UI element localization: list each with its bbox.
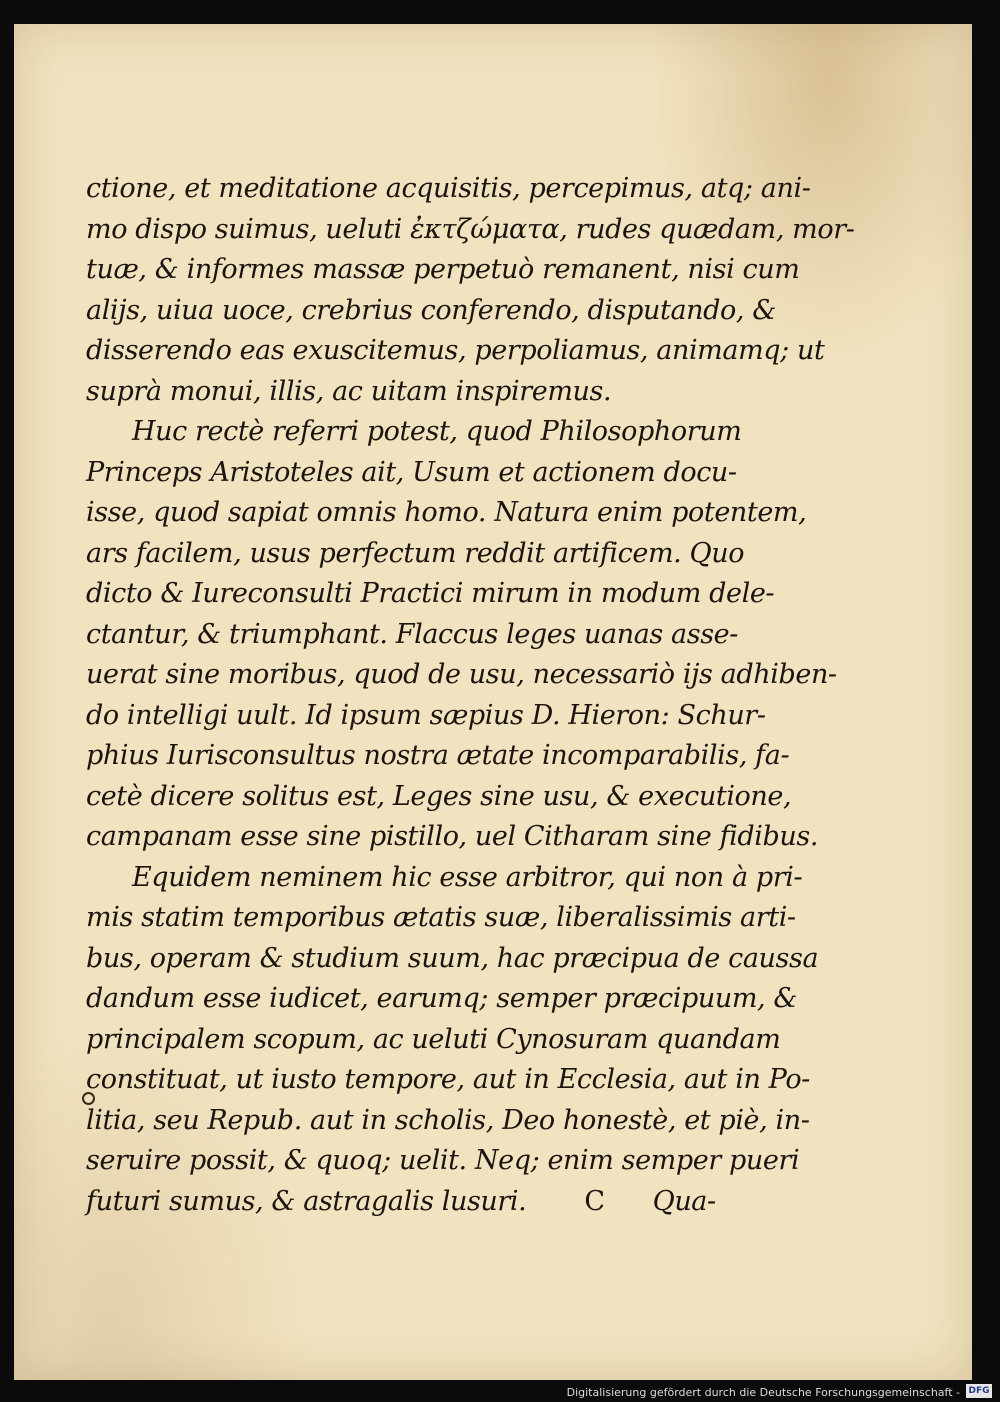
text-line: dicto & Iureconsulti Practici mirum in modum dele- xyxy=(86,578,775,609)
text-line: ctantur, & triumphant. Flaccus leges uanas asse- xyxy=(86,618,738,650)
text-line: mo dispo suimus, ueluti ἐκτζώματα, rudes quædam, mor- xyxy=(86,213,855,245)
text-line: uerat sine moribus, quod de usu, necessariò ijs adhiben- xyxy=(86,659,837,690)
digitization-credit: Digitalisierung gefördert durch die Deutsche Forschungsgemeinschaft - xyxy=(566,1386,960,1399)
text-line: campanam esse sine pistillo, uel Citharam sine fidibus. xyxy=(86,821,819,852)
text-block xyxy=(86,169,855,1222)
final-text-line xyxy=(86,1182,776,1223)
text-line: bus, operam & studium suum, hac præcipua de caussa xyxy=(86,942,819,974)
catchword: Qua- xyxy=(652,1185,716,1217)
text-line: ctione, et meditatione acquisitis, percepimus, atq; ani- xyxy=(86,173,811,204)
text-line: litia, seu Repub. aut in scholis, Deo honestè, et piè, in- xyxy=(86,1104,810,1136)
text-line: seruire possit, & quoq; uelit. Neq; enim semper pueri xyxy=(86,1145,800,1176)
paragraph-start-line: Huc rectè referri potest, quod Philosophorum xyxy=(132,416,742,447)
margin-ring-mark xyxy=(82,1092,95,1105)
text-line: principalem scopum, ac ueluti Cynosuram quandam xyxy=(86,1023,781,1055)
text-line: dandum esse iudicet, earumq; semper præcipuum, & xyxy=(86,983,798,1014)
text-line: cetè dicere solitus est, Leges sine usu, & executione, xyxy=(86,780,792,812)
text-line: tuæ, & informes massæ perpetuò remanent, nisi cum xyxy=(86,254,800,285)
text-line: alijs, uiua uoce, crebrius conferendo, disputando, & xyxy=(86,294,776,326)
text-line: phius Iurisconsultus nostra ætate incomparabilis, fa- xyxy=(86,740,790,771)
text-line: disserendo eas exuscitemus, perpoliamus, animamq; ut xyxy=(86,335,825,366)
text-line: ars facilem, usus perfectum reddit artificem. Quo xyxy=(86,537,745,569)
text-line-content: futuri sumus, & astragalis lusuri. xyxy=(86,1185,527,1217)
dfg-logo: DFG xyxy=(966,1384,992,1398)
text-line: Princeps Aristoteles ait, Usum et actionem docu- xyxy=(86,456,737,488)
text-line: mis statim temporibus ætatis suæ, liberalissimis arti- xyxy=(86,902,796,933)
text-line: constituat, ut iusto tempore, aut in Ecclesia, aut in Po- xyxy=(86,1064,810,1095)
text-line: isse, quod sapiat omnis homo. Natura enim potentem, xyxy=(86,497,807,528)
paragraph-start-line: Equidem neminem hic esse arbitror, qui non à pri- xyxy=(132,861,803,893)
text-line: do intelligi uult. Id ipsum sæpius D. Hieron: Schur- xyxy=(86,699,766,731)
signature-mark: C xyxy=(584,1185,605,1217)
text-line: suprà monui, illis, ac uitam inspiremus. xyxy=(86,375,612,407)
book-page xyxy=(14,24,972,1380)
